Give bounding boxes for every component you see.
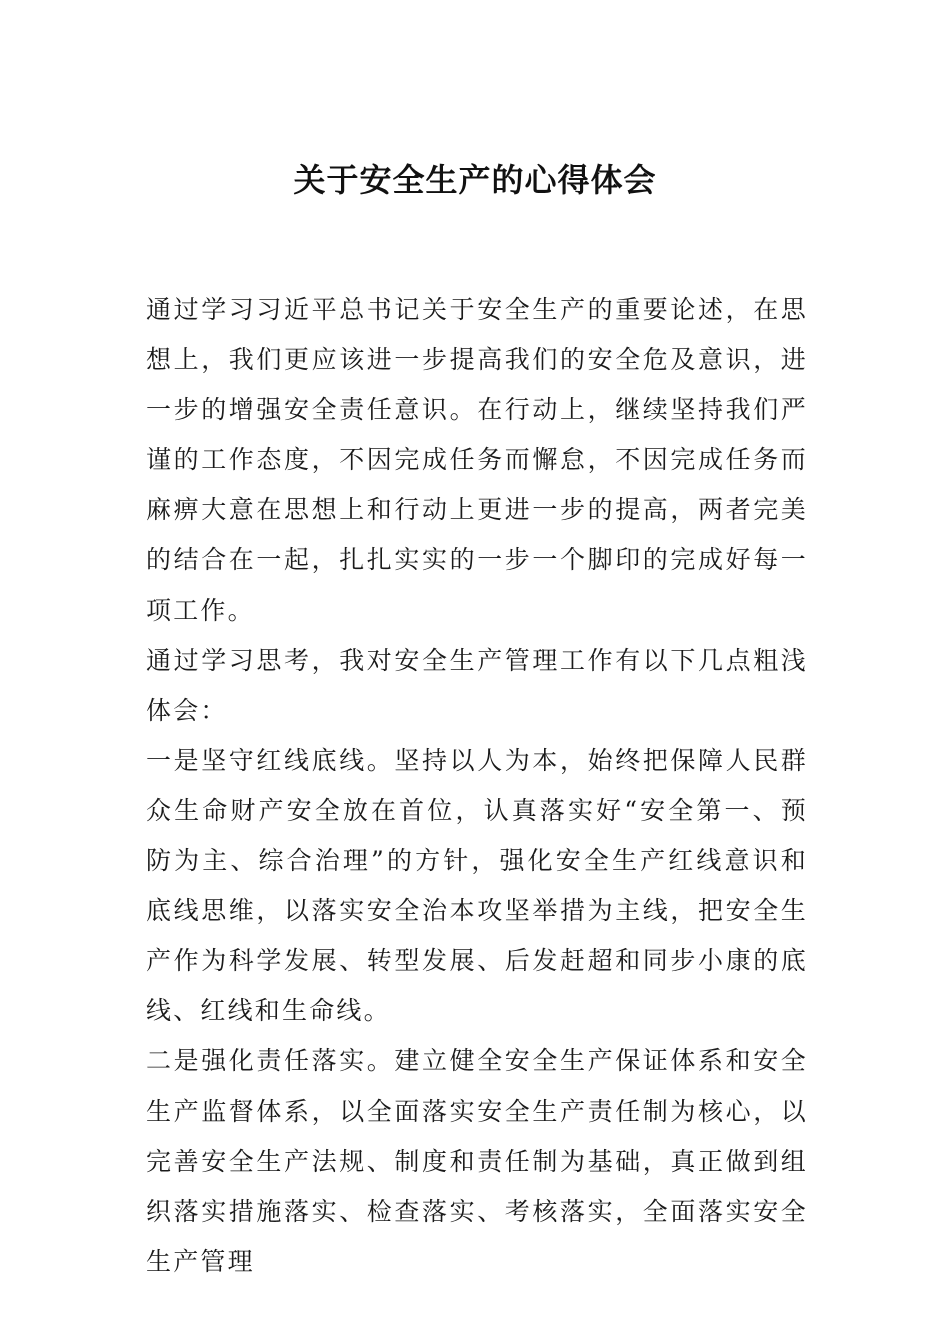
document-body [146, 285, 808, 1287]
document-title: 关于安全生产的心得体会 [293, 161, 657, 199]
paragraph-point-one: 一是坚守红线底线。坚持以人为本，始终把保障人民群众生命财产安全放在首位，认真落实好“安全第一、预防为主、综合治理”的方针，强化安全生产红线意识和底线思维，以落实安全治本攻坚举措为主线，把安全生产作为科学发展、转型发展、后发赶超和同步小康的底线、红线和生命线。 [146, 745, 808, 1026]
paragraph-intro: 通过学习习近平总书记关于安全生产的重要论述，在思想上，我们更应该进一步提高我们的安全危及意识，进一步的增强安全责任意识。在行动上，继续坚持我们严谨的工作态度，不因完成任务而懈怠，不因完成任务而麻痹大意在思想上和行动上更进一步的提高，两者完美的结合在一起，扎扎实实的一步一个脚印的完成好每一项工作。 [146, 295, 808, 625]
paragraph-lead-in: 通过学习思考，我对安全生产管理工作有以下几点粗浅体会： [146, 645, 808, 725]
paragraph-point-two: 二是强化责任落实。建立健全安全生产保证体系和安全生产监督体系，以全面落实安全生产责任制为核心，以完善安全生产法规、制度和责任制为基础，真正做到组织落实措施落实、检查落实、考核落实，全面落实安全生产管理 [146, 1046, 808, 1276]
